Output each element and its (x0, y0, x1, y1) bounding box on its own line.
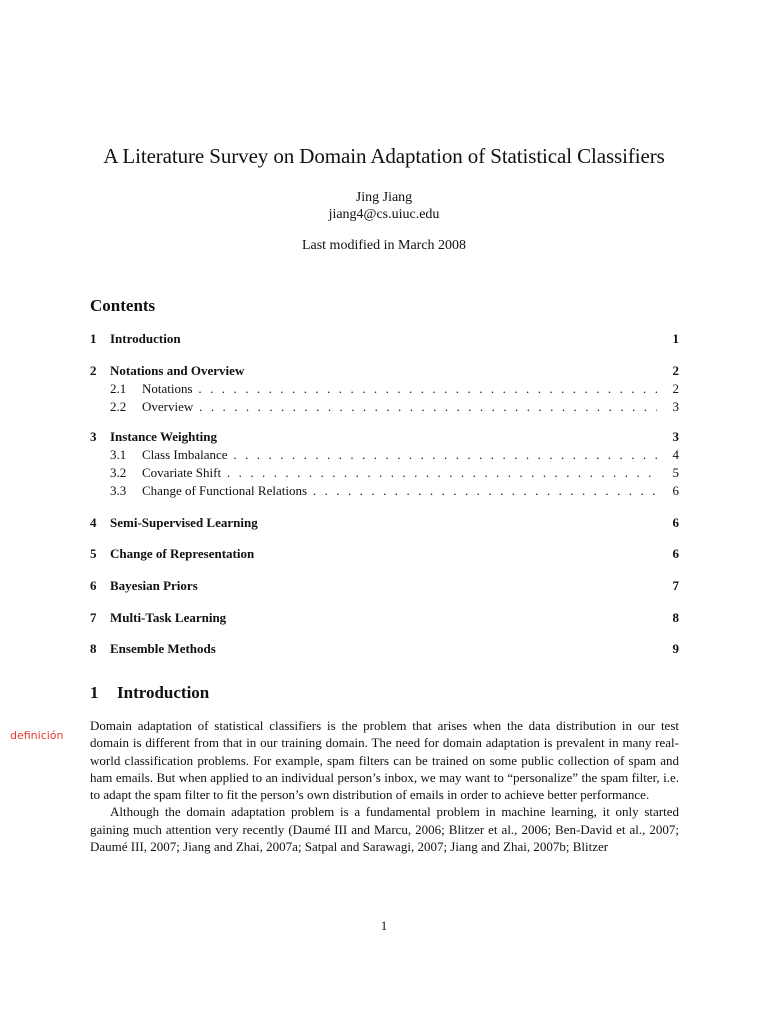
toc-subsection-number: 3.3 (110, 483, 127, 498)
toc-subsection-page: 6 (672, 483, 679, 498)
section-number: 1 (90, 683, 99, 702)
paragraph: Domain adaptation of statistical classifiers is the problem that arises when the data distribution in our test domain is different from that in our training domain. The need for domain adaptation is prevalent in many real-world classification problems. For example, spam filters can be trained on some public collection of spam and ham emails. But when applied to an individual person’s inbox, we may want to “personalize” the spam filter, i.e. to adapt the spam filter to fit the person’s own distribution of emails in order to achieve better performance. (90, 718, 679, 803)
toc-subsection-number: 2.2 (110, 399, 127, 414)
section-heading-introduction (90, 683, 209, 703)
toc-section-page: 9 (672, 641, 679, 656)
paper-title: A Literature Survey on Domain Adaptation of Statistical Classifiers (103, 144, 665, 168)
toc-section-label: Instance Weighting (110, 429, 218, 444)
toc-section-label: Ensemble Methods (110, 641, 216, 656)
toc-section-bayesian-priors[interactable] (90, 578, 679, 596)
toc-section-label: Notations and Overview (110, 363, 245, 378)
toc-section-notations-overview[interactable] (90, 363, 679, 381)
toc-section-page: 3 (672, 429, 679, 444)
toc-subsection-number: 3.2 (110, 465, 127, 480)
toc-subsection-notations[interactable] (90, 381, 679, 399)
toc-section-number: 2 (90, 363, 97, 378)
author-email: jiang4@cs.uiuc.edu (328, 207, 440, 222)
toc-section-page: 2 (672, 363, 679, 378)
toc-section-semi-supervised[interactable] (90, 515, 679, 533)
toc-subsection-overview[interactable] (90, 399, 679, 417)
toc-subsection-class-imbalance[interactable] (90, 447, 679, 465)
toc-section-number: 7 (90, 610, 97, 625)
toc-subsection-label: Change of Functional Relations . . . (142, 483, 657, 499)
toc-subsection-number: 3.1 (110, 447, 127, 462)
toc-subsection-page: 2 (672, 381, 679, 396)
toc-section-page: 7 (672, 578, 679, 593)
toc-subsection-page: 5 (672, 465, 679, 480)
toc-subsection-page: 4 (672, 447, 679, 462)
toc-section-number: 3 (90, 429, 97, 444)
toc-subsection-page: 3 (672, 399, 679, 414)
toc-section-instance-weighting[interactable] (90, 429, 679, 447)
toc-subsection-covariate-shift[interactable] (90, 465, 679, 483)
last-modified: Last modified in March 2008 (301, 238, 467, 253)
page-number: 1 (380, 918, 388, 933)
toc-subsection-label: Notations . . . (142, 381, 657, 397)
toc-section-label: Bayesian Priors (110, 578, 198, 593)
toc-subsection-label: Covariate Shift . . . (142, 465, 657, 481)
toc-section-change-representation[interactable] (90, 546, 679, 564)
toc-subsection-number: 2.1 (110, 381, 127, 396)
introduction-body (90, 717, 679, 855)
toc-section-label: Semi-Supervised Learning (110, 515, 258, 530)
toc-section-number: 8 (90, 641, 97, 656)
toc-section-page: 6 (672, 546, 679, 561)
author-name: Jing Jiang (355, 190, 413, 205)
section-title: Introduction (117, 683, 210, 702)
toc-section-label: Change of Representation (110, 546, 255, 561)
toc-section-introduction[interactable] (90, 331, 679, 349)
toc-section-number: 1 (90, 331, 97, 346)
toc-section-multi-task[interactable] (90, 610, 679, 628)
toc-section-label: Multi-Task Learning (110, 610, 227, 625)
toc-subsection-label: Class Imbalance . . . (142, 447, 657, 463)
toc-section-label: Introduction (110, 331, 181, 346)
toc-section-number: 6 (90, 578, 97, 593)
margin-annotation[interactable]: definición (10, 729, 64, 742)
toc-section-number: 5 (90, 546, 97, 561)
paragraph: Although the domain adaptation problem is a fundamental problem in machine learning, it only started gaining much attention very recently (Daumé III and Marcu, 2006; Blitzer et al., 2006; Ben-David et al., 2007; Daumé III, 2007; Jiang and Zhai, 2007a; Satpal and Sarawagi, 2007; Jiang and Zhai, 2007b; Blitzer (90, 804, 679, 855)
toc-section-ensemble[interactable] (90, 641, 679, 659)
toc-section-page: 6 (672, 515, 679, 530)
toc-subsection-change-functional-relations[interactable] (90, 483, 679, 501)
toc-section-page: 8 (672, 610, 679, 625)
toc-section-page: 1 (672, 331, 679, 346)
toc-section-number: 4 (90, 515, 97, 530)
toc-subsection-label: Overview . . . (142, 399, 657, 415)
contents-heading: Contents (90, 296, 156, 315)
